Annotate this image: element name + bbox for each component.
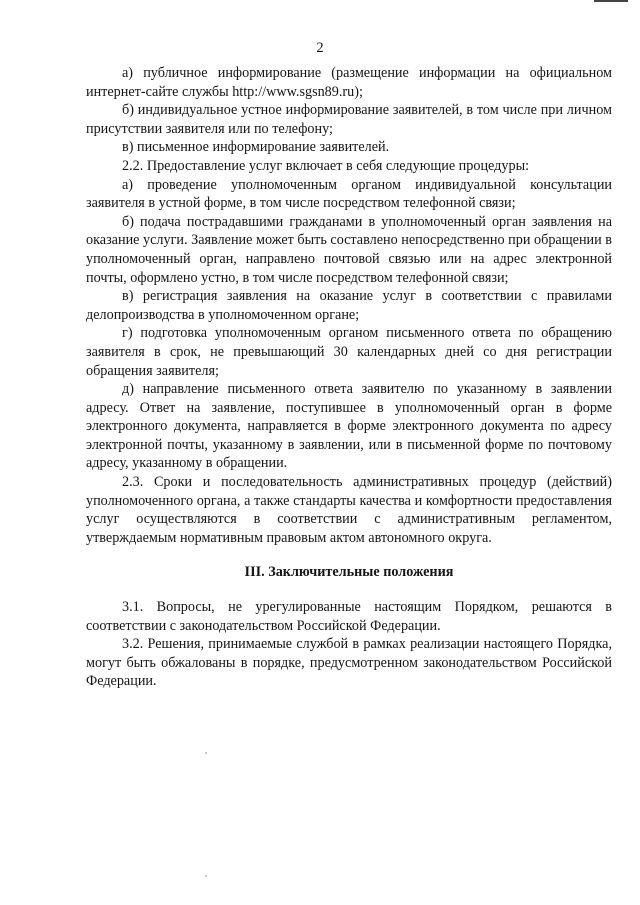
scan-corner-mark <box>594 0 628 2</box>
paragraph-2-2-a: а) проведение уполномоченным органом индивидуальной консультации заявителя в устной форме, в том числе посредством телефонной связи; <box>86 176 612 212</box>
paragraph-2-2: 2.2. Предоставление услуг включает в себя следующие процедуры: <box>122 157 530 174</box>
scan-speck <box>205 752 207 754</box>
paragraph-2-2-b: б) подача пострадавшими гражданами в уполномоченный орган заявления на оказание услуги. Заявление может быть составлено непосредственно при обращении в уполномоченный орган, направлено почтовой связью или на адрес электронной почты, оформлено устно, в том числе посредством телефонной связи; <box>86 213 612 286</box>
page-number: 2 <box>316 40 324 56</box>
paragraph-2-1-a: а) публичное информирование (размещение информации на официальном интернет-сайте службы http://www.sgsn89.ru); <box>86 65 612 100</box>
paragraph-2-2-g: г) подготовка уполномоченным органом письменного ответа по обращению заявителя в срок, не превышающий 30 календарных дней со дня регистрации обращения заявителя; <box>86 325 612 379</box>
scan-speck <box>205 875 207 877</box>
paragraph-3-1: 3.1. Вопросы, не урегулированные настоящим Порядком, решаются в соответствии с законодательством Российской Федерации. <box>86 599 612 634</box>
section-heading: III. Заключительные положения <box>244 564 454 581</box>
paragraph-2-1-b: б) индивидуальное устное информирование заявителей, в том числе при личном присутствии заявителя или по телефону; <box>86 102 612 137</box>
paragraph-2-2-d: д) направление письменного ответа заявителю по указанному в заявлении адресу. Ответ на заявление, поступившее в уполномоченный орган в форме электронного документа, направляется в форме электронного документа по адресу электронной почты, указанному в заявлении, или в письменной форме по почтовому адресу, указанному в обращении. <box>86 381 612 472</box>
paragraph-2-3: 2.3. Сроки и последовательность административных процедур (действий) уполномоченного органа, а также стандарты качества и комфортности предоставления услуг осуществляются в соответствии с административным регламентом, утверждаемым нормативным правовым актом автономного округа. <box>86 474 612 546</box>
document-body <box>86 64 612 691</box>
paragraph-2-1-v: в) письменное информирование заявителей. <box>122 139 390 156</box>
paragraph-3-2: 3.2. Решения, принимаемые службой в рамках реализации настоящего Порядка, могут быть обжалованы в порядке, предусмотренном законодательством Российской Федерации. <box>86 636 612 690</box>
paragraph-2-2-v: в) регистрация заявления на оказание услуг в соответствии с правилами делопроизводства в уполномоченном органе; <box>86 288 612 323</box>
